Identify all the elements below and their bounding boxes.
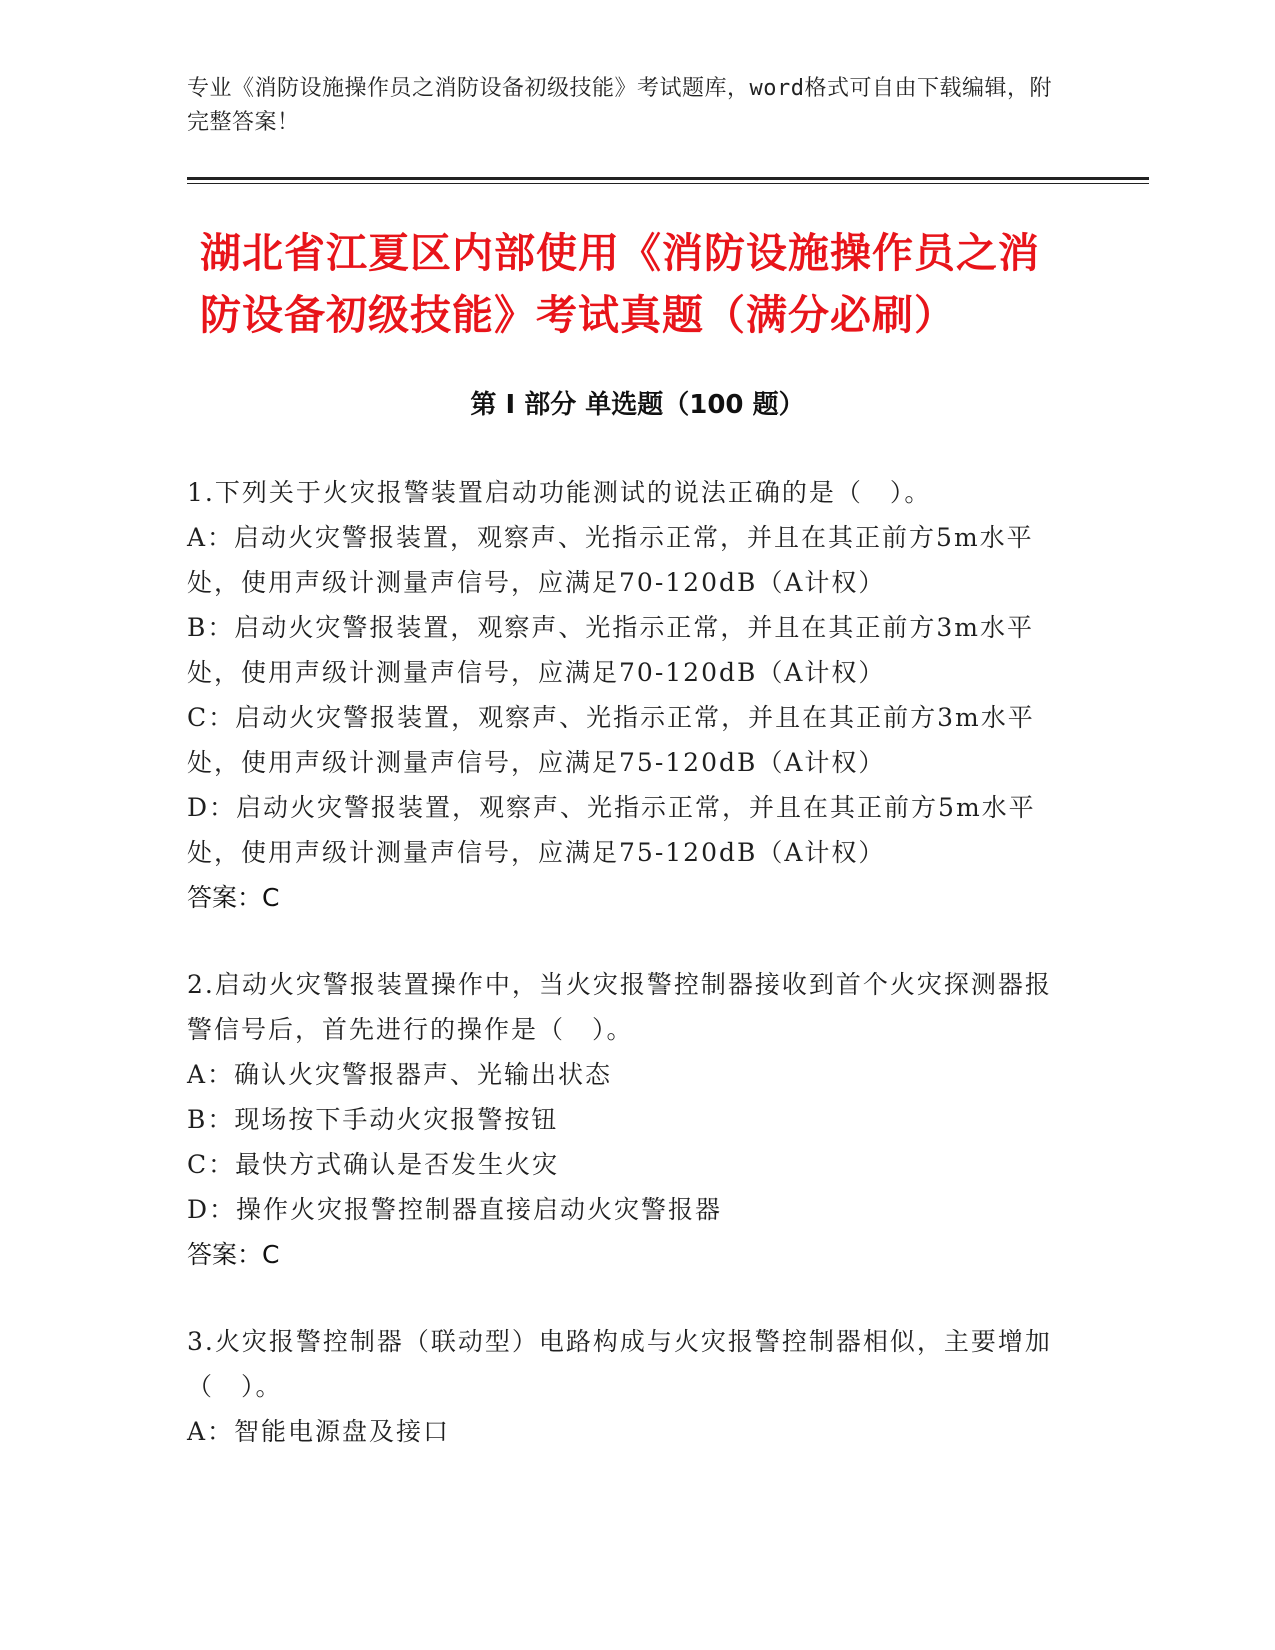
question-text: 3.火灾报警控制器（联动型）电路构成与火灾报警控制器相似，主要增加（ ）。 [187,1327,1052,1401]
option-a: A：确认火灾警报器声、光输出状态 [187,1060,613,1089]
section-heading: 第 I 部分 单选题（100 题） [470,390,805,420]
header-divider-thick [187,177,1149,180]
option-c: C：最快方式确认是否发生火灾 [187,1150,560,1179]
option-b: B：启动火灾警报装置，观察声、光指示正常，并且在其正前方3m水平处，使用声级计测量声信号，应满足70-120dB（A计权） [187,613,1034,687]
option-c: C：启动火灾警报装置，观察声、光指示正常，并且在其正前方3m水平处，使用声级计测量声信号，应满足75-120dB（A计权） [187,703,1035,777]
header-divider-thin [187,183,1149,184]
option-a: A：启动火灾警报装置，观察声、光指示正常，并且在其正前方5m水平处，使用声级计测量声信号，应满足70-120dB（A计权） [187,523,1034,597]
option-a: A：智能电源盘及接口 [187,1417,451,1446]
question-1 [187,470,1067,920]
question-list [187,470,1067,1496]
header-note: 专业《消防设施操作员之消防设备初级技能》考试题库，word格式可自由下载编辑，附完整答案！ [187,76,1052,135]
option-b: B：现场按下手动火灾报警按钮 [187,1105,559,1134]
question-3 [187,1319,1067,1454]
option-d: D：启动火灾警报装置，观察声、光指示正常，并且在其正前方5m水平处，使用声级计测量声信号，应满足75-120dB（A计权） [187,793,1036,867]
option-d: D：操作火灾报警控制器直接启动火灾警报器 [187,1195,723,1224]
answer: 答案：C [187,1240,280,1269]
question-text: 1.下列关于火灾报警装置启动功能测试的说法正确的是（ ）。 [187,478,932,507]
question-2 [187,962,1067,1277]
question-text: 2.启动火灾警报装置操作中，当火灾报警控制器接收到首个火灾探测器报警信号后，首先进行的操作是（ ）。 [187,970,1052,1044]
answer: 答案：C [187,883,280,912]
document-title: 湖北省江夏区内部使用《消防设施操作员之消防设备初级技能》考试真题（满分必刷） [200,229,1040,339]
